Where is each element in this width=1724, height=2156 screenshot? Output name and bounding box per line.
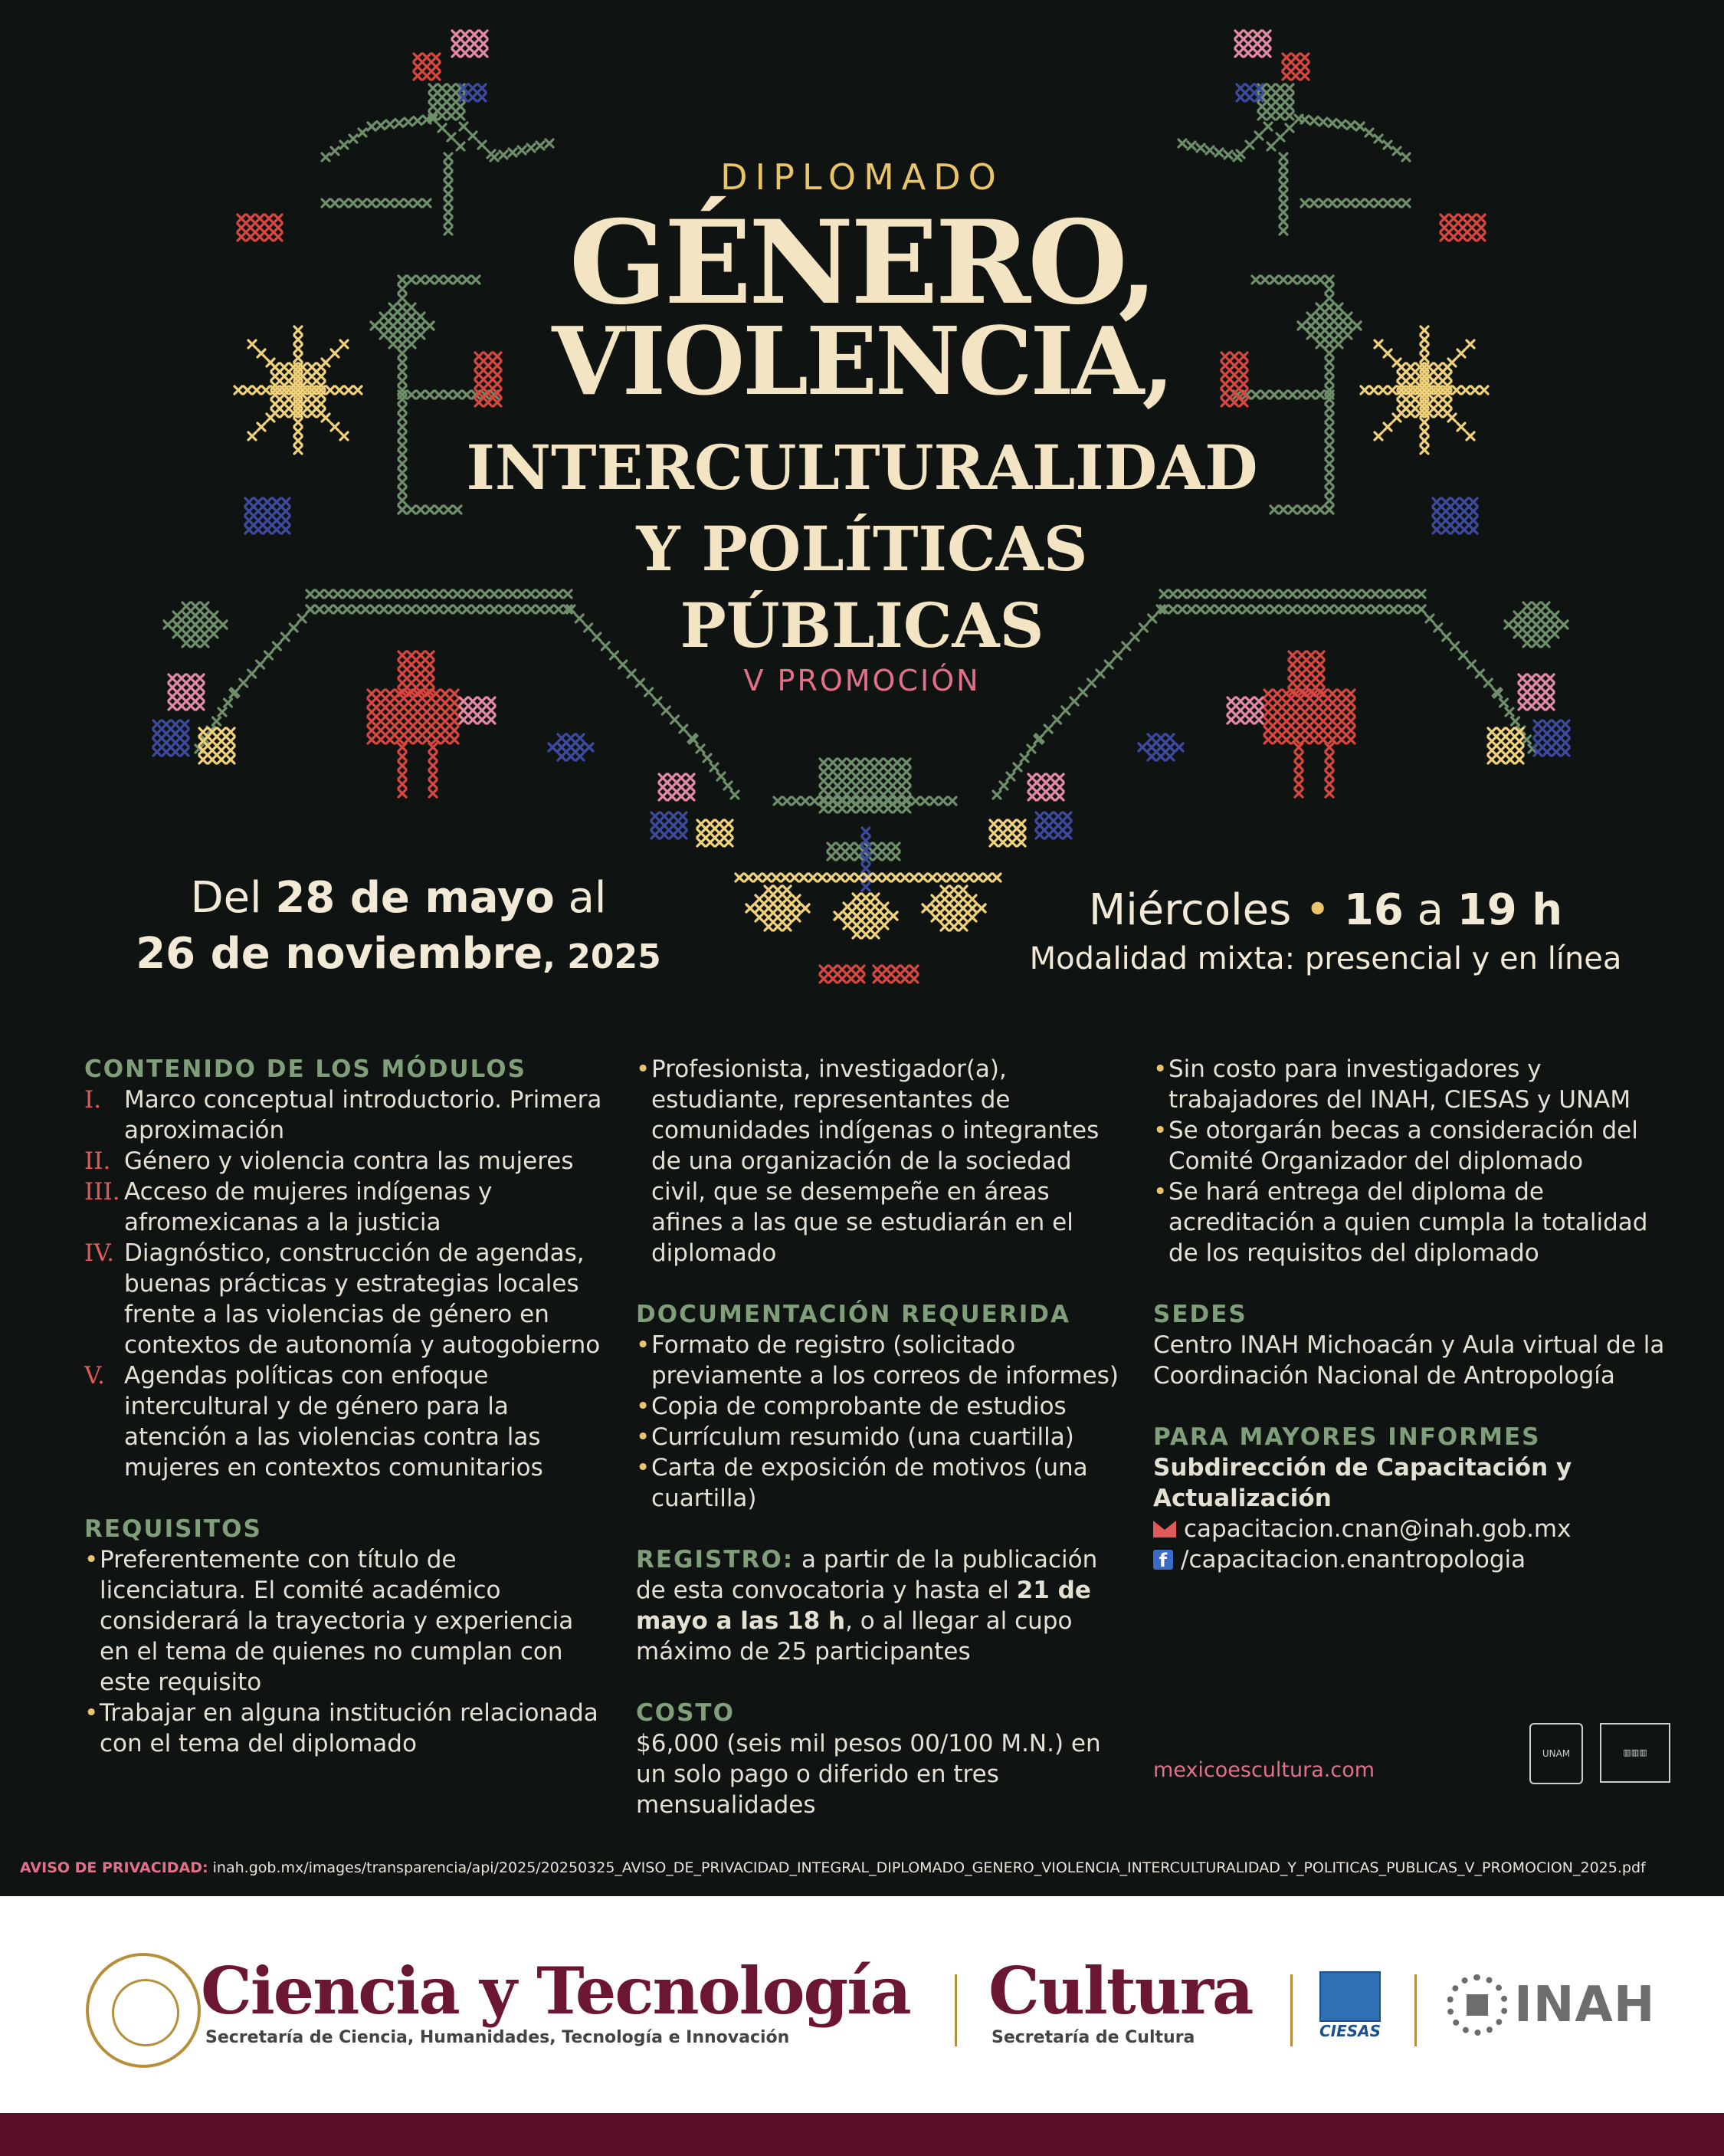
title-line-2: VIOLENCIA,	[552, 306, 1172, 416]
title-line-4: Y POLÍTICAS	[636, 513, 1088, 585]
end-date: 26 de noviembre	[136, 929, 543, 980]
date-range	[107, 872, 690, 980]
module-item	[84, 1238, 605, 1360]
edition: V PROMOCIÓN	[743, 664, 981, 697]
mexico-seal-logo	[86, 1953, 201, 2068]
venues-text: Centro INAH Michoacán y Aula virtual de la Coordinación Nacional de Antropología	[1153, 1331, 1665, 1390]
start-hour: 16	[1343, 885, 1404, 935]
list-item: • Preferentemente con título de licenciatura. El comité académico considerará la trayectoria y experiencia en el tema de quienes no cumplan con este requisito	[84, 1546, 574, 1696]
privacy-notice[interactable]	[20, 1859, 1646, 1876]
bottom-bar	[0, 2113, 1724, 2156]
from-prefix: Del	[190, 873, 276, 923]
end-hour: 19 h	[1457, 885, 1563, 935]
module-item	[84, 1146, 605, 1176]
module-number: I.	[84, 1086, 102, 1114]
module-number: II.	[84, 1147, 111, 1175]
bullet: •	[1291, 885, 1344, 935]
ministry-science-logo: Ciencia y Tecnología	[201, 1953, 910, 2029]
modules-heading: CONTENIDO DE LOS MÓDULOS	[84, 1055, 526, 1083]
email-link[interactable]: capacitacion.cnan@inah.gob.mx	[1184, 1515, 1572, 1543]
program-type: DIPLOMADO	[720, 156, 1004, 198]
title-line-1: GÉNERO,	[569, 195, 1155, 330]
requirements-heading: REQUISITOS	[84, 1515, 262, 1543]
venues-heading: SEDES	[1153, 1301, 1247, 1328]
divider	[1414, 1974, 1417, 2046]
module-text: Diagnóstico, construcción de agendas, buenas prácticas y estrategias locales frente a las violencias de género en contextos de autonomía y autogobierno	[124, 1239, 601, 1359]
cost-text: $6,000 (seis mil pesos 00/100 M.N.) en un solo pago o diferido en tres mensualidades	[636, 1730, 1101, 1819]
list-item: • Copia de comprobante de estudios	[636, 1393, 1067, 1420]
inah-logo: INAH	[1447, 1974, 1655, 2036]
module-text: Género y violencia contra las mujeres	[124, 1147, 574, 1175]
module-item	[84, 1360, 605, 1483]
facebook-link[interactable]: /capacitacion.enantropologia	[1181, 1546, 1526, 1574]
weekday: Miércoles	[1088, 885, 1292, 935]
registration-heading: REGISTRO:	[636, 1546, 795, 1574]
info-heading: PARA MAYORES INFORMES	[1153, 1423, 1541, 1451]
list-item: • Profesionista, investigador(a), estudiante, representantes de comunidades indígenas o integrantes de una organización de la sociedad civil, que se desempeñe en áreas afines a las que se estudiarán en el diplomado	[636, 1055, 1100, 1267]
title-line-3: INTERCULTURALIDAD	[466, 432, 1258, 504]
module-number: IV.	[84, 1239, 115, 1267]
module-number: III.	[84, 1178, 120, 1206]
office-name: Subdirección de Capacitación y Actualización	[1153, 1454, 1572, 1512]
list-item: • Sin costo para investigadores y trabajadores del INAH, CIESAS y UNAM	[1153, 1055, 1631, 1114]
inah-gear-icon	[1447, 1974, 1508, 2036]
facebook-icon: f	[1153, 1550, 1173, 1570]
column-left	[84, 1054, 605, 1759]
list-item: • Trabajar en alguna institución relacionada con el tema del diplomado	[84, 1699, 598, 1757]
documents-heading: DOCUMENTACIÓN REQUERIDA	[636, 1301, 1070, 1328]
ministry-culture-subtitle: Secretaría de Cultura	[991, 2028, 1195, 2047]
ciesas-logo: CIESAS	[1319, 1971, 1381, 2045]
email-contact[interactable]	[1153, 1514, 1682, 1544]
registration-deadline: 21 de mayo a las 18 h	[636, 1577, 1091, 1635]
website-link[interactable]: mexicoescultura.com	[1153, 1758, 1375, 1782]
modules-list	[84, 1085, 605, 1483]
schedule	[1019, 885, 1632, 976]
registration-info: REGISTRO: a partir de la publicación de esta convocatoria y hasta el 21 de mayo a las 18 h, o al llegar al cupo máximo de 25 participantes	[636, 1546, 1098, 1665]
list-item: • Se hará entrega del diploma de acreditación a quien cumpla la totalidad de los requisitos del diplomado	[1153, 1178, 1648, 1267]
ministry-science-subtitle: Secretaría de Ciencia, Humanidades, Tecnología e Innovación	[205, 2028, 790, 2047]
title-line-5: PÚBLICAS	[680, 589, 1044, 661]
connector: a	[1403, 885, 1457, 935]
privacy-url[interactable]: inah.gob.mx/images/transparencia/api/2025/20250325_AVISO_DE_PRIVACIDAD_INTEGRAL_DIPLOMADO_GENERO_VIOLENCIA_INTERCULTURALIDAD_Y_POLITICAS_PUBLICAS_V_PROMOCION_2025.pdf	[208, 1859, 1646, 1876]
column-right	[1153, 1054, 1682, 1575]
divider	[955, 1974, 957, 2046]
divider	[1290, 1974, 1293, 2046]
module-text: Marco conceptual introductorio. Primera aproximación	[124, 1086, 602, 1144]
list-item: • Se otorgarán becas a consideración del Comité Organizador del diplomado	[1153, 1117, 1638, 1175]
year: , 2025	[542, 937, 661, 977]
cost-heading: COSTO	[636, 1699, 735, 1727]
module-number: V.	[84, 1362, 105, 1390]
research-center-logo: ▥▥▥	[1600, 1723, 1670, 1783]
to-prefix: al	[554, 873, 607, 923]
module-item	[84, 1085, 605, 1146]
module-text: Acceso de mujeres indígenas y afromexicanas a la justicia	[124, 1178, 493, 1236]
module-item	[84, 1176, 605, 1238]
unam-logo: UNAM	[1529, 1723, 1583, 1784]
mail-icon	[1153, 1521, 1176, 1537]
facebook-contact[interactable]	[1153, 1544, 1682, 1575]
list-item: • Formato de registro (solicitado previamente a los correos de informes)	[636, 1331, 1119, 1390]
column-middle	[636, 1054, 1126, 1820]
module-text: Agendas políticas con enfoque intercultural y de género para la atención a las violencias contra las mujeres en contextos comunitarios	[124, 1362, 543, 1482]
privacy-label: AVISO DE PRIVACIDAD:	[20, 1859, 208, 1876]
list-item: • Currículum resumido (una cuartilla)	[636, 1423, 1074, 1451]
embroidery-decoration	[0, 0, 1724, 1012]
start-date: 28 de mayo	[275, 873, 555, 923]
modality: Modalidad mixta: presencial y en línea	[1029, 941, 1622, 976]
list-item: • Carta de exposición de motivos (una cuartilla)	[636, 1454, 1088, 1512]
ministry-culture-logo: Cultura	[988, 1953, 1253, 2029]
